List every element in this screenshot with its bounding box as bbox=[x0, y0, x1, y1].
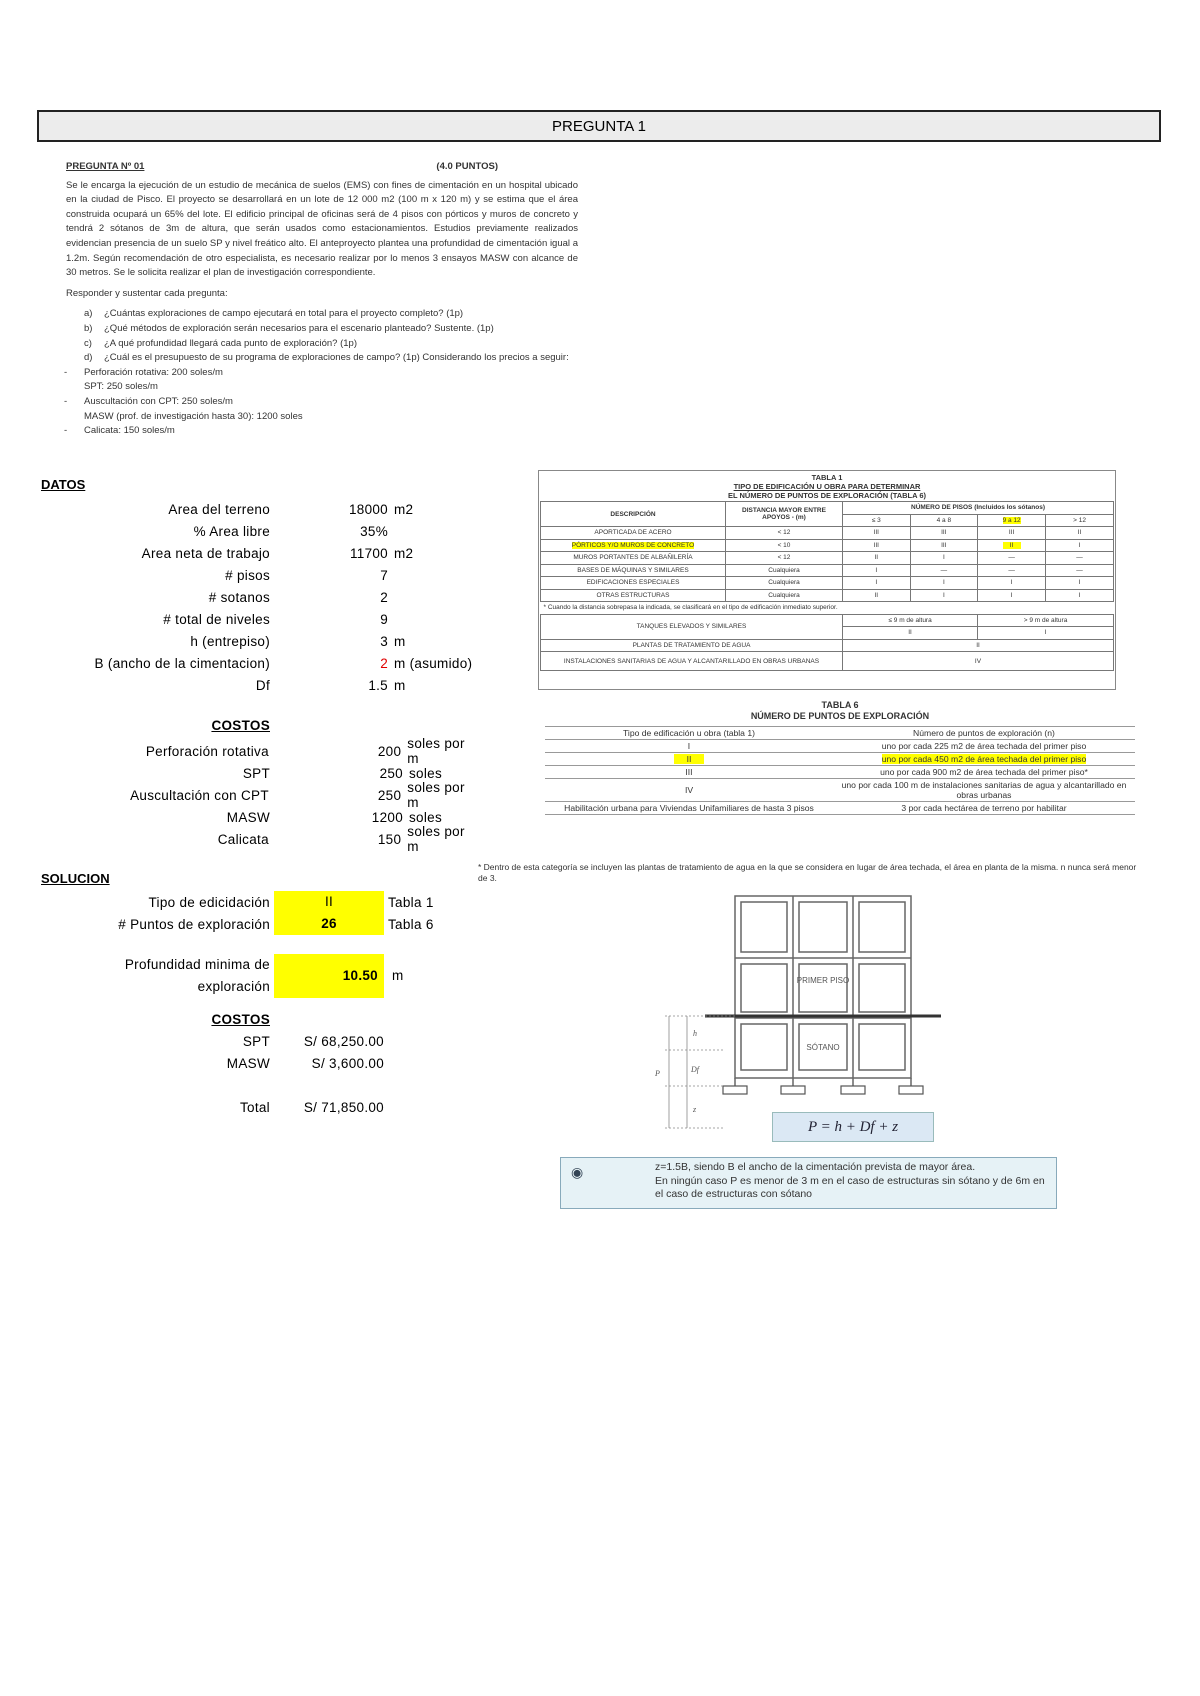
tabla1-dist: < 12 bbox=[726, 527, 843, 540]
datos-unit: m2 bbox=[394, 545, 414, 561]
solucion-title: SOLUCION bbox=[41, 871, 110, 886]
tabla6-n: uno por cada 100 m de instalaciones sanitarias de agua y alcantarillado en obras urbanas bbox=[833, 779, 1135, 802]
info-icon: ◉ bbox=[571, 1164, 584, 1180]
puntos-row bbox=[40, 913, 480, 935]
problem-heading-row bbox=[66, 160, 578, 175]
floor-cell bbox=[741, 902, 787, 952]
svg-text:PRIMER PISO bbox=[797, 976, 849, 985]
datos-value: 35% bbox=[360, 523, 388, 539]
total-row bbox=[40, 1096, 480, 1118]
tabla1-dist: < 10 bbox=[726, 539, 843, 552]
tabla1-range: ≤ 3 bbox=[843, 514, 911, 527]
inst-value: IV bbox=[843, 652, 1114, 671]
tabla1-desc: PÓRTICOS Y/O MUROS DE CONCRETO bbox=[541, 539, 726, 552]
datos-unit: m2 bbox=[394, 501, 414, 517]
costos-unit: soles por m bbox=[407, 736, 465, 766]
datos-row bbox=[40, 652, 480, 674]
tabla1-row bbox=[541, 577, 1114, 590]
tabla6-n: uno por cada 900 m2 de área techada del primer piso* bbox=[833, 766, 1135, 779]
tabla1-dist: Cualquiera bbox=[726, 589, 843, 602]
tabla6-row bbox=[545, 779, 1135, 802]
tabla6-tipo: III bbox=[545, 766, 833, 779]
datos-label: Area del terreno bbox=[168, 501, 270, 517]
datos-label: B (ancho de la cimentacion) bbox=[94, 655, 270, 671]
tabla1-cell: — bbox=[978, 564, 1046, 577]
datos-label: % Area libre bbox=[193, 523, 270, 539]
datos-row bbox=[40, 542, 480, 564]
problem-paragraph: Se le encarga la ejecución de un estudio de mecánica de suelos (EMS) con fines de cimentación en un hospital ubicado en la ciudad de Pisco. El proyecto se desarrollará en un lote de 12 000 m2 (100 m x 120 m) y se estima que el área construida ocupará un 65% del lote. El edificio principal de oficinas será de 4 pisos con pórticos y muros de concreto y tendrá 2 sótanos de 3m de altura, que serán usados como estacionamientos. Estudios previamente realizados evidencian presencia de un suelo SP y nivel freático alto. El anteproyecto plantea una profundidad de cimentación igual a 1.2m. Según recomendación de otro especialista, es necesario realizar por lo menos 3 ensayos MASW con alcance de 30 metros. Se le solicita realizar el plan de investigación correspondiente. bbox=[66, 179, 578, 279]
costos-label: Perforación rotativa bbox=[145, 743, 269, 759]
tabla1-cell: III bbox=[843, 527, 911, 540]
total-label: Total bbox=[239, 1099, 270, 1115]
prof-unit: m bbox=[392, 968, 404, 983]
total-value: S/ 71,850.00 bbox=[303, 1099, 384, 1115]
tipo-ref: Tabla 1 bbox=[388, 894, 434, 910]
datos-row bbox=[40, 586, 480, 608]
tabla6-row bbox=[545, 802, 1135, 815]
tabla6-row bbox=[545, 740, 1135, 753]
tabla1-dist: < 12 bbox=[726, 552, 843, 565]
page-header bbox=[37, 110, 1161, 142]
foundation-diagram bbox=[625, 890, 975, 1150]
tabla1-row bbox=[541, 527, 1114, 540]
tabla1-cell: I bbox=[910, 577, 978, 590]
prof-value: 10.50 bbox=[274, 954, 384, 998]
prof-row bbox=[40, 954, 480, 998]
tabla1-grid bbox=[540, 501, 1114, 671]
tabla6-title: TABLA 6 bbox=[821, 700, 859, 710]
tabla1-cell: III bbox=[843, 539, 911, 552]
question-mark: b) bbox=[84, 322, 93, 334]
note-line1: z=1.5B, siendo B el ancho de la cimentación prevista de mayor área. bbox=[655, 1161, 976, 1173]
tabla1-subtitle: TIPO DE EDIFICACIÓN U OBRA PARA DETERMINAR bbox=[733, 482, 921, 491]
floor-cell bbox=[799, 902, 847, 952]
tabla1-cell: II bbox=[843, 552, 911, 565]
datos-value: 3 bbox=[380, 633, 388, 649]
datos-unit: m bbox=[394, 633, 406, 649]
datos-label: # pisos bbox=[225, 567, 270, 583]
tanques-h2: > 9 m de altura bbox=[978, 614, 1114, 627]
question-item bbox=[84, 307, 578, 322]
tabla6-col2: Número de puntos de exploración (n) bbox=[833, 727, 1135, 740]
tabla1-cell: I bbox=[978, 589, 1046, 602]
costos-label: SPT bbox=[242, 765, 270, 781]
tabla1-cell: I bbox=[1046, 577, 1114, 590]
tabla6-footnote: * Dentro de esta categoría se incluyen las plantas de tratamiento de agua en la que se considera en lugar de área techada, el área en planta de la misma. n nunca será menor de 3. bbox=[478, 862, 1137, 883]
prof-label bbox=[40, 954, 270, 998]
tabla1-col-dist: DISTANCIA MAYOR ENTRE APOYOS - (m) bbox=[726, 502, 843, 527]
tabla1-cell: I bbox=[910, 589, 978, 602]
question-text: ¿Cuál es el presupuesto de su programa de exploraciones de campo? (1p) Considerando los precios a seguir: bbox=[104, 352, 569, 364]
datos-label: Area neta de trabajo bbox=[141, 545, 270, 561]
tabla1-range: 4 a 8 bbox=[910, 514, 978, 527]
tabla6-subtitle: NÚMERO DE PUNTOS DE EXPLORACIÓN bbox=[750, 711, 930, 721]
tabla1-cell: III bbox=[910, 539, 978, 552]
footing bbox=[899, 1086, 923, 1094]
question-item bbox=[84, 337, 578, 352]
tabla1-desc: BASES DE MÁQUINAS Y SIMILARES bbox=[541, 564, 726, 577]
tabla1-cell: II bbox=[843, 589, 911, 602]
footing bbox=[723, 1086, 747, 1094]
datos-label: h (entrepiso) bbox=[190, 633, 270, 649]
question-mark: c) bbox=[84, 337, 92, 349]
plantas-label: PLANTAS DE TRATAMIENTO DE AGUA bbox=[541, 639, 843, 652]
floor-cell bbox=[859, 964, 905, 1012]
tabla1-col-desc: DESCRIPCIÓN bbox=[541, 502, 726, 527]
puntos-label: # Puntos de exploración bbox=[118, 916, 270, 932]
costos-value: 150 bbox=[377, 831, 402, 847]
tabla6-n: 3 por cada hectárea de terreno por habilitar bbox=[833, 802, 1135, 815]
costos-label: Auscultación con CPT bbox=[130, 787, 269, 803]
tabla-6 bbox=[545, 700, 1135, 815]
floor-cell bbox=[859, 902, 905, 952]
footing bbox=[781, 1086, 805, 1094]
tabla1-cell: I bbox=[1046, 539, 1114, 552]
tipo-label: Tipo de edicidación bbox=[148, 894, 270, 910]
costos-row bbox=[40, 736, 480, 766]
tabla6-row bbox=[545, 766, 1135, 779]
price-list bbox=[46, 366, 578, 439]
tabla1-row bbox=[541, 589, 1114, 602]
tabla6-n: uno por cada 450 m2 de área techada del primer piso bbox=[833, 753, 1135, 766]
question-text: ¿Qué métodos de exploración serán necesarios para el escenario planteado? Sustente. (1p) bbox=[104, 322, 494, 334]
cost-row bbox=[40, 1052, 480, 1074]
costos-unit: soles por m bbox=[407, 824, 465, 854]
formula-box: P = h + Df + z bbox=[772, 1112, 934, 1142]
problem-statement bbox=[66, 160, 578, 439]
primer-piso-label: PRIMER PISO bbox=[796, 976, 850, 985]
datos-label: # sotanos bbox=[208, 589, 270, 605]
question-mark: d) bbox=[84, 352, 93, 364]
tabla6-grid bbox=[545, 726, 1135, 815]
tabla1-cell: I bbox=[843, 577, 911, 590]
tabla6-row bbox=[545, 753, 1135, 766]
note-text bbox=[655, 1161, 1051, 1202]
tabla1-cell: — bbox=[978, 552, 1046, 565]
tabla1-row bbox=[541, 539, 1114, 552]
datos-row bbox=[40, 630, 480, 652]
solucion-block bbox=[40, 891, 480, 1118]
tabla1-footnote: * Cuando la distancia sobrepasa la indicada, se clasificará en el tipo de edificación inmediato superior. bbox=[541, 602, 1114, 615]
cost-label: MASW bbox=[226, 1055, 270, 1071]
floor-cell bbox=[859, 1024, 905, 1070]
datos-label: # total de niveles bbox=[163, 611, 270, 627]
datos-value: 9 bbox=[380, 611, 388, 627]
problem-heading: PREGUNTA Nº 01 bbox=[66, 161, 145, 172]
price-item: SPT: 250 soles/m bbox=[84, 381, 158, 393]
tabla1-row bbox=[541, 564, 1114, 577]
df-label: Df bbox=[691, 1065, 699, 1074]
datos-row bbox=[40, 674, 480, 696]
tabla1-row bbox=[541, 552, 1114, 565]
prof-label-line2: exploración bbox=[197, 979, 270, 994]
datos-value: 2 bbox=[380, 589, 388, 605]
tanques-label: TANQUES ELEVADOS Y SIMILARES bbox=[541, 614, 843, 639]
tabla1-cell: II bbox=[978, 539, 1046, 552]
h-label: h bbox=[693, 1029, 697, 1038]
question-text: ¿Cuántas exploraciones de campo ejecutará en total para el proyecto completo? (1p) bbox=[104, 308, 464, 320]
tabla1-desc: OTRAS ESTRUCTURAS bbox=[541, 589, 726, 602]
datos-value: 18000 bbox=[348, 501, 388, 517]
datos-unit: m (asumido) bbox=[394, 655, 473, 671]
costos-value: 250 bbox=[379, 765, 403, 781]
tabla1-cell: I bbox=[978, 577, 1046, 590]
cost-value: S/ 3,600.00 bbox=[311, 1055, 384, 1071]
tabla1-dist: Cualquiera bbox=[726, 564, 843, 577]
tipo-row bbox=[40, 891, 480, 913]
question-mark: a) bbox=[84, 308, 93, 320]
price-item: - Calicata: 150 soles/m bbox=[84, 424, 578, 439]
tanques-h1: ≤ 9 m de altura bbox=[843, 614, 978, 627]
costos-label: MASW bbox=[226, 809, 270, 825]
tabla1-desc: MUROS PORTANTES DE ALBAÑILERÍA bbox=[541, 552, 726, 565]
tabla1-range: > 12 bbox=[1046, 514, 1114, 527]
puntos-value: 26 bbox=[274, 913, 384, 935]
datos-row bbox=[40, 498, 480, 520]
costos-unit: soles bbox=[409, 809, 443, 825]
tanques-v2: I bbox=[978, 627, 1114, 640]
price-item: MASW (prof. de investigación hasta 30): 1200 soles bbox=[84, 410, 303, 422]
tabla-1 bbox=[538, 470, 1116, 690]
page-title: PREGUNTA 1 bbox=[552, 117, 646, 135]
tabla1-cell: — bbox=[1046, 564, 1114, 577]
tabla6-tipo: II bbox=[545, 753, 833, 766]
costos-value: 250 bbox=[377, 787, 402, 803]
cost-value: S/ 68,250.00 bbox=[303, 1033, 384, 1049]
costos-label: Calicata bbox=[217, 831, 269, 847]
price-item: - Perforación rotativa: 200 soles/m bbox=[84, 366, 578, 381]
puntos-ref: Tabla 6 bbox=[388, 916, 434, 932]
tabla6-tipo: IV bbox=[545, 779, 833, 802]
footing bbox=[841, 1086, 865, 1094]
datos-value: 2 bbox=[380, 655, 388, 671]
tabla1-title: TABLA 1 bbox=[811, 473, 843, 482]
tabla6-tipo: Habilitación urbana para Viviendas Unifamiliares de hasta 3 pisos bbox=[545, 802, 833, 815]
costos-block bbox=[40, 718, 480, 854]
costos-row bbox=[40, 780, 480, 810]
p-label: P bbox=[655, 1069, 660, 1078]
tipo-value: II bbox=[274, 891, 384, 913]
datos-value: 7 bbox=[380, 567, 388, 583]
tabla1-cell: I bbox=[1046, 589, 1114, 602]
cost-row bbox=[40, 1030, 480, 1052]
costos-unit: soles bbox=[409, 765, 443, 781]
sotano-label: SÓTANO bbox=[806, 1043, 840, 1052]
tabla1-cell: II bbox=[1046, 527, 1114, 540]
costos-unit: soles por m bbox=[407, 780, 465, 810]
cost-label: SPT bbox=[242, 1033, 270, 1049]
datos-row bbox=[40, 608, 480, 630]
problem-points: (4.0 PUNTOS) bbox=[436, 161, 498, 172]
tabla1-cell: — bbox=[910, 564, 978, 577]
tabla1-cell: III bbox=[910, 527, 978, 540]
tabla6-tipo: I bbox=[545, 740, 833, 753]
datos-title: DATOS bbox=[41, 477, 86, 492]
note-box bbox=[560, 1157, 1057, 1209]
tabla1-col-pisos: NÚMERO DE PISOS (Incluidos los sótanos) bbox=[843, 502, 1114, 515]
datos-label: Df bbox=[255, 677, 270, 693]
tabla1-cell: I bbox=[910, 552, 978, 565]
datos-row bbox=[40, 520, 480, 542]
problem-instruction: Responder y sustentar cada pregunta: bbox=[66, 287, 228, 299]
datos-unit: m bbox=[394, 677, 406, 693]
tabla6-n: uno por cada 225 m2 de área techada del primer piso bbox=[833, 740, 1135, 753]
plantas-value: II bbox=[843, 639, 1114, 652]
tanques-v1: II bbox=[843, 627, 978, 640]
costos-value: 200 bbox=[377, 743, 402, 759]
floor-cell bbox=[796, 964, 850, 1012]
datos-table bbox=[40, 498, 480, 696]
solucion-costos-title: COSTOS bbox=[211, 1011, 270, 1027]
datos-value: 1.5 bbox=[368, 677, 388, 693]
floor-cell bbox=[741, 964, 787, 1012]
costos-value: 1200 bbox=[371, 809, 403, 825]
z-label: z bbox=[693, 1105, 697, 1114]
prof-label-line1: Profundidad minima de bbox=[124, 957, 270, 972]
costos-title: COSTOS bbox=[211, 718, 270, 733]
question-text: ¿A qué profundidad llegará cada punto de exploración? (1p) bbox=[104, 337, 357, 349]
tabla1-range: 9 a 12 bbox=[978, 514, 1046, 527]
question-list bbox=[66, 307, 578, 365]
tabla1-dist: Cualquiera bbox=[726, 577, 843, 590]
floor-cell bbox=[741, 1024, 787, 1070]
price-item: - Auscultación con CPT: 250 soles/m bbox=[84, 395, 578, 410]
question-item bbox=[84, 351, 578, 366]
tabla6-col1: Tipo de edificación u obra (tabla 1) bbox=[545, 727, 833, 740]
tabla1-cell: I bbox=[843, 564, 911, 577]
tabla1-cell: III bbox=[978, 527, 1046, 540]
note-line2: En ningún caso P es menor de 3 m en el caso de estructuras sin sótano y de 6m en el caso de estructuras con sótano bbox=[655, 1174, 1045, 1200]
inst-label: INSTALACIONES SANITARIAS DE AGUA Y ALCANTARILLADO EN OBRAS URBANAS bbox=[541, 652, 843, 671]
tabla1-subtitle2: EL NÚMERO DE PUNTOS DE EXPLORACIÓN (TABLA 6) bbox=[727, 491, 927, 500]
tabla1-desc: APORTICADA DE ACERO bbox=[541, 527, 726, 540]
datos-row bbox=[40, 564, 480, 586]
datos-value: 11700 bbox=[349, 545, 388, 561]
question-item bbox=[84, 322, 578, 337]
costos-row bbox=[40, 824, 480, 854]
tabla1-desc: EDIFICACIONES ESPECIALES bbox=[541, 577, 726, 590]
tabla1-cell: — bbox=[1046, 552, 1114, 565]
